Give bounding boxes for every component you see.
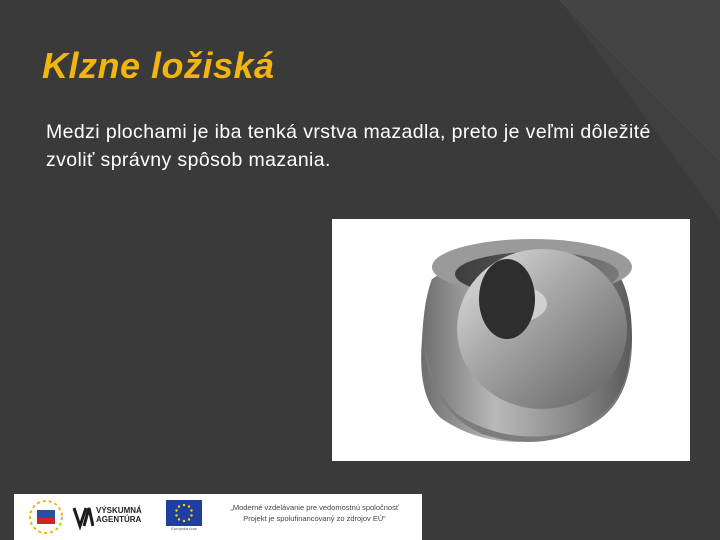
research-agency-name: VÝSKUMNÁ AGENTÚRA — [96, 506, 142, 524]
eu-flag-icon — [166, 500, 202, 526]
bearing-photo — [332, 219, 690, 461]
footer-slogan: „Moderné vzdelávanie pre vedomostnú spoločnosť Projekt je spolufinancovaný zo zdrojov EÚ“ — [230, 503, 399, 523]
eu-label: Európska únia — [171, 526, 197, 531]
footer-logos-bar — [14, 494, 422, 540]
slide-title: Klzne ložiská — [42, 45, 275, 86]
research-agency-logo-icon — [72, 498, 94, 536]
bearing-illustration — [332, 219, 690, 461]
slide-body-text: Medzi plochami je iba tenká vrstva mazadla, preto je veľmi dôležité zvoliť správny spôsob mazania. — [46, 121, 651, 171]
school-emblem-icon — [24, 498, 68, 536]
